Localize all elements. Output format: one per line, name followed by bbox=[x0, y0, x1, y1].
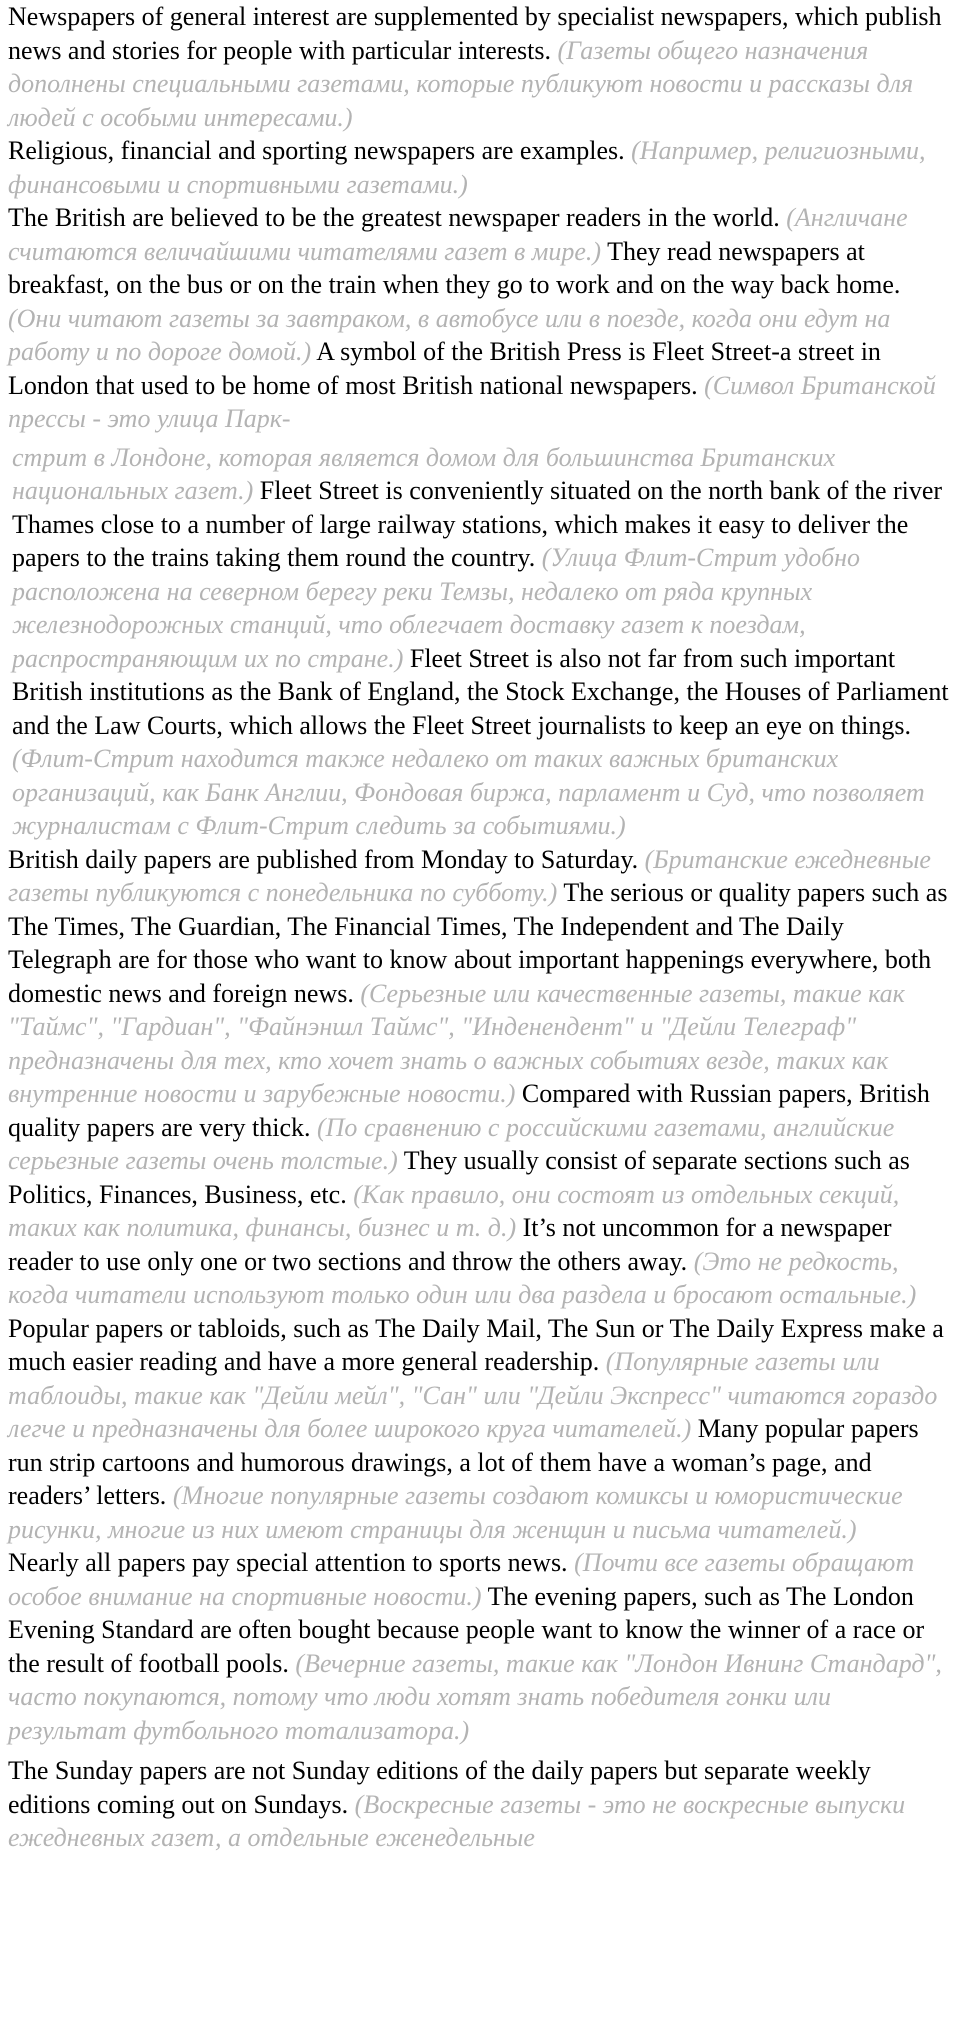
text-english: Newspapers of general interest are supplemented by specialist newspapers, which publish news and stories for people with particular interests. bbox=[8, 2, 942, 65]
text-russian-translation: (Почти все газеты обращают особое внимание на спортивные новости.) bbox=[8, 1548, 915, 1611]
text-russian-translation: (Вечерние газеты, такие как "Лондон Ивнинг Стандард", часто покупаются, потому что люди хотят знать победителя гонки или результат футбольного тотализатора.) bbox=[8, 1648, 942, 1745]
paragraph-daily-papers bbox=[8, 843, 952, 1312]
text-english: Compared with Russian papers, British quality papers are very thick. bbox=[8, 1079, 930, 1142]
text-russian-translation: (Как правило, они состоят из отдельных секций, таких как политика, финансы, бизнес и т. д.) bbox=[8, 1179, 900, 1242]
text-english: They read newspapers at breakfast, on the bus or on the train when they go to work and on the way back home. bbox=[8, 236, 901, 299]
paragraph-british-readers bbox=[8, 201, 952, 436]
text-english: Religious, financial and sporting newspapers are examples. bbox=[8, 136, 632, 165]
text-english: The evening papers, such as The London Evening Standard are often bought because people want to know the winner of a race or the result of football pools. bbox=[8, 1581, 925, 1678]
text-russian-translation: (Улица Флит-Стрит удобно расположена на северном берегу реки Темзы, недалеко от ряда крупных железнодорожных станций, что облегчает доставку газет к поездам, распространяющим их по стране.) bbox=[12, 543, 861, 673]
text-english: A symbol of the British Press is Fleet Street-a street in London that used to be home of most British national newspapers. bbox=[8, 337, 881, 400]
text-english: Nearly all papers pay special attention to sports news. bbox=[8, 1548, 575, 1577]
text-english: Many popular papers run strip cartoons and humorous drawings, a lot of them have a woman’s page, and readers’ letters. bbox=[8, 1414, 919, 1510]
text-russian-translation: (Воскресные газеты - это не воскресные выпуски ежедневных газет, а отдельные еженедельные bbox=[8, 1789, 906, 1852]
paragraph-examples bbox=[8, 134, 952, 201]
text-russian-translation: (По сравнению с российскими газетами, английские серьезные газеты очень толстые.) bbox=[8, 1112, 895, 1175]
text-english: The Sunday papers are not Sunday editions of the daily papers but separate weekly editions coming out on Sundays. bbox=[8, 1756, 871, 1819]
text-russian-translation: (Они читают газеты за завтраком, в автобусе или в поезде, когда они едут на работу и по дороге домой.) bbox=[8, 303, 891, 366]
paragraph-popular-papers bbox=[8, 1312, 952, 1547]
text-english: The British are believed to be the greatest newspaper readers in the world. bbox=[8, 203, 787, 232]
text-russian-translation: (Популярные газеты или таблоиды, такие как "Дейли мейл", "Сан" или "Дейли Экспресс" читаются гораздо легче и предназначены для более широкого круга читателей.) bbox=[8, 1347, 938, 1443]
text-english: It’s not uncommon for a newspaper reader to use only one or two sections and throw the others away. bbox=[8, 1213, 892, 1276]
paragraph-sunday-papers bbox=[8, 1754, 952, 1855]
text-english: They usually consist of separate sections such as Politics, Finances, Business, etc. bbox=[8, 1146, 910, 1209]
text-russian-translation: (Это не редкость, когда читатели используют только один или два раздела и бросают остальные.) bbox=[8, 1246, 917, 1309]
text-english: Fleet Street is conveniently situated on the north bank of the river Thames close to a number of large railway stations, which makes it easy to deliver the papers to the trains taking them round the country. bbox=[12, 476, 943, 572]
text-russian-translation: стрит в Лондоне, которая является домом для большинства Британских национальных газет.) bbox=[12, 442, 836, 505]
text-russian-translation: (Британские ежедневные газеты публикуются с понедельника по субботу.) bbox=[8, 844, 931, 907]
text-russian-translation: (Газеты общего назначения дополнены специальными газетами, которые публикуют новости и рассказы для людей с особыми интересами.) bbox=[8, 35, 914, 132]
text-english: Fleet Street is also not far from such important British institutions as the Bank of England, the Stock Exchange, the Houses of Parliament and the Law Courts, which allows the Fleet Street journalists to keep an eye on things. bbox=[12, 643, 949, 740]
text-english: British daily papers are published from Monday to Saturday. bbox=[8, 844, 645, 874]
text-russian-translation: (Флит-Стрит находится также недалеко от таких важных британских организаций, как Банк Англии, Фондовая биржа, парламент и Суд, что позволяет журналистам с Флит-Стрит следить за событиями.) bbox=[12, 744, 925, 840]
text-english: The serious or quality papers such as The Times, The Guardian, The Financial Times, The Independent and The Daily Telegraph are for those who want to know about important happenings everywhere, both domestic news and foreign news. bbox=[8, 878, 948, 1008]
document-body bbox=[8, 0, 952, 1855]
text-russian-translation: (Например, религиозными, финансовыми и спортивными газетами.) bbox=[8, 136, 926, 199]
text-russian-translation: (Многие популярные газеты создают комиксы и юмористические рисунки, многие из них имеют страницы для женщин и письма читателей.) bbox=[8, 1481, 903, 1544]
text-russian-translation: (Англичане считаются величайшими читателями газет в мире.) bbox=[8, 203, 908, 266]
text-russian-translation: (Символ Британской прессы - это улица Парк- bbox=[8, 370, 936, 433]
text-english: Popular papers or tabloids, such as The Daily Mail, The Sun or The Daily Express make a much easier reading and have a more general readership. bbox=[8, 1313, 944, 1376]
text-russian-translation: (Серьезные или качественные газеты, такие как "Таймс", "Гардиан", "Файнэншл Таймс", "Инденендент" и "Дейли Телеграф" предназначены для тех, кто хочет знать о важных событиях везде, таких как внутренние новости и зарубежные новости.) bbox=[8, 978, 905, 1108]
paragraph-specialist-newspapers bbox=[8, 0, 952, 134]
paragraph-sports-news bbox=[8, 1546, 952, 1747]
paragraph-fleet-street bbox=[8, 441, 952, 843]
